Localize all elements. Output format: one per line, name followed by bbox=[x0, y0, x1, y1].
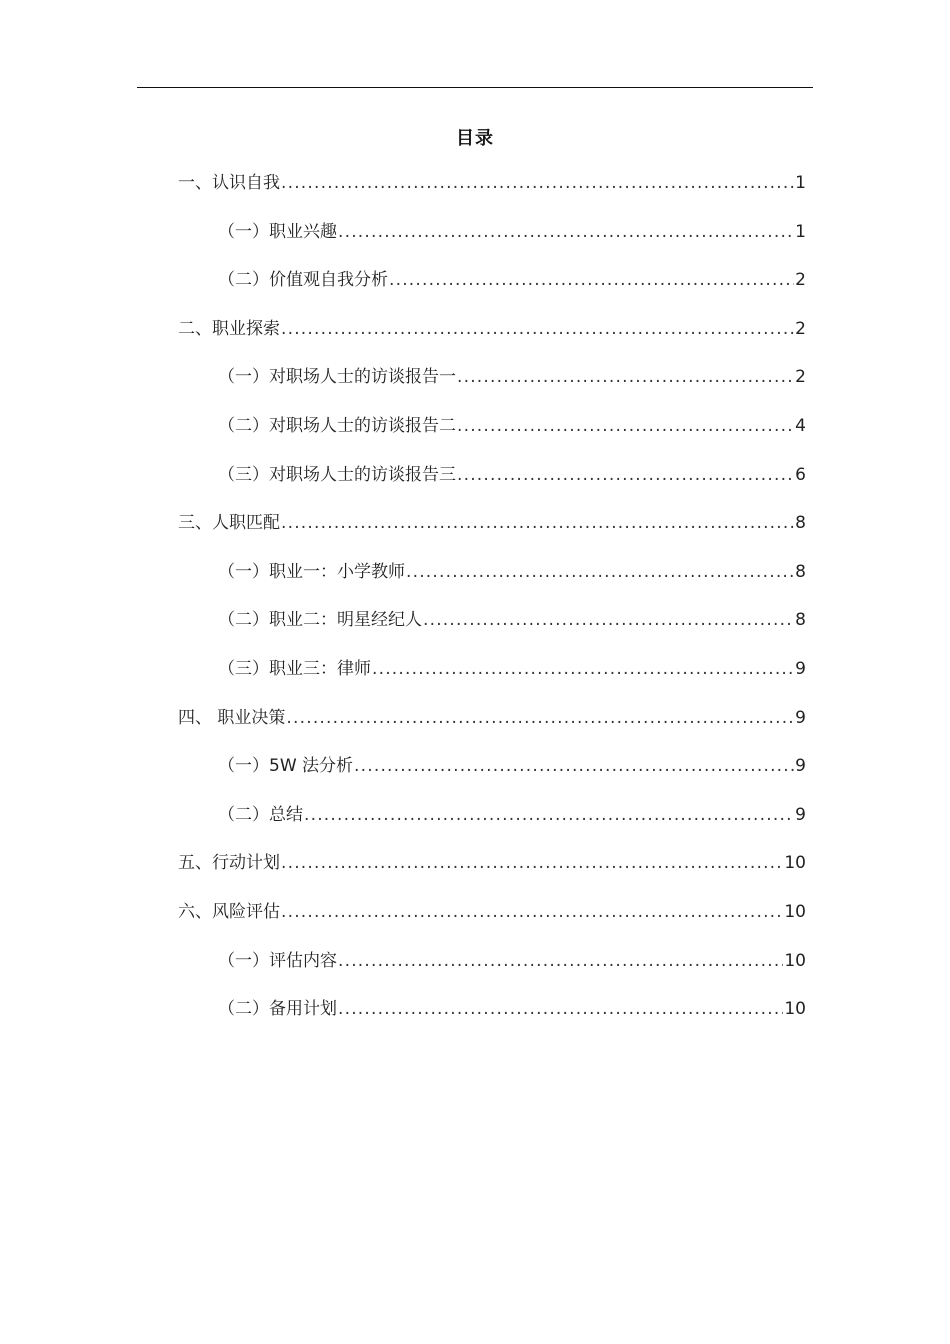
toc-dot-leader bbox=[281, 848, 783, 878]
toc-entry[interactable] bbox=[178, 460, 806, 509]
toc-dot-leader bbox=[406, 557, 794, 587]
toc-entry[interactable] bbox=[178, 557, 806, 606]
toc-dot-leader bbox=[457, 362, 794, 392]
toc-page-number: 4 bbox=[795, 415, 806, 436]
toc-entry-label: 二、职业探索 bbox=[178, 318, 280, 339]
toc-entry-label: （二）价值观自我分析 bbox=[218, 270, 388, 291]
toc-page-number: 10 bbox=[784, 950, 806, 971]
toc-entry-label: （一）5W 法分析 bbox=[218, 756, 354, 777]
toc-dot-leader bbox=[372, 654, 794, 684]
toc-page-number: 8 bbox=[795, 513, 806, 534]
toc-entry-label: （二）职业二：明星经纪人 bbox=[218, 610, 422, 631]
toc-dot-leader bbox=[304, 800, 794, 830]
toc-entry-label: （三）对职场人士的访谈报告三 bbox=[218, 464, 456, 485]
toc-dot-leader bbox=[281, 314, 794, 344]
toc-page-number: 10 bbox=[784, 901, 806, 922]
toc-entry[interactable] bbox=[178, 994, 806, 1043]
toc-entry[interactable] bbox=[178, 800, 806, 849]
toc-page-number: 1 bbox=[795, 173, 806, 193]
toc-page-number: 10 bbox=[784, 853, 806, 874]
toc-title: 目录 bbox=[456, 128, 494, 149]
toc-entry-label: （二）对职场人士的访谈报告二 bbox=[218, 415, 456, 436]
toc-page-number: 9 bbox=[795, 658, 806, 679]
toc-entry[interactable] bbox=[178, 508, 806, 557]
toc-dot-leader bbox=[281, 508, 794, 538]
toc-dot-leader bbox=[338, 946, 783, 976]
toc-page-number: 9 bbox=[795, 707, 806, 728]
toc-entry[interactable] bbox=[178, 314, 806, 363]
toc-page-number: 2 bbox=[795, 318, 806, 339]
toc-entry-label: 五、行动计划 bbox=[178, 853, 280, 874]
header-rule bbox=[137, 87, 813, 88]
toc-page-number: 1 bbox=[795, 221, 806, 242]
toc-entry-label: （一）职业兴趣 bbox=[218, 221, 337, 242]
toc-entry-label: 三、人职匹配 bbox=[178, 513, 280, 534]
toc-page-number: 9 bbox=[795, 804, 806, 825]
toc-dot-leader bbox=[338, 994, 783, 1024]
toc-entry[interactable] bbox=[178, 751, 806, 800]
toc-entry-label: 六、风险评估 bbox=[178, 901, 280, 922]
toc-dot-leader bbox=[281, 897, 783, 927]
toc-page-number: 8 bbox=[795, 561, 806, 582]
toc-dot-leader bbox=[281, 168, 794, 198]
toc-page-number: 9 bbox=[795, 756, 806, 777]
toc-entry[interactable] bbox=[178, 946, 806, 995]
toc-entry-label: （一）对职场人士的访谈报告一 bbox=[218, 367, 456, 388]
toc-page-number: 6 bbox=[795, 464, 806, 485]
toc-entry-label: （一）职业一：小学教师 bbox=[218, 561, 405, 582]
toc-dot-leader bbox=[286, 703, 794, 733]
toc-entry[interactable] bbox=[178, 848, 806, 897]
table-of-contents bbox=[178, 168, 806, 1043]
toc-page-number: 10 bbox=[784, 999, 806, 1020]
toc-page-number: 8 bbox=[795, 610, 806, 631]
toc-entry-label: （一）评估内容 bbox=[218, 950, 337, 971]
toc-entry[interactable] bbox=[178, 168, 806, 217]
toc-page-number: 2 bbox=[795, 270, 806, 291]
toc-entry[interactable] bbox=[178, 654, 806, 703]
toc-dot-leader bbox=[338, 217, 794, 247]
toc-dot-leader bbox=[457, 460, 794, 490]
toc-entry[interactable] bbox=[178, 703, 806, 752]
toc-dot-leader bbox=[389, 265, 794, 295]
toc-entry[interactable] bbox=[178, 897, 806, 946]
toc-entry[interactable] bbox=[178, 265, 806, 314]
toc-entry-label: （二）总结 bbox=[218, 804, 303, 825]
toc-entry-label: （二）备用计划 bbox=[218, 999, 337, 1020]
toc-entry-label: 一、认识自我 bbox=[178, 173, 280, 193]
toc-entry[interactable] bbox=[178, 217, 806, 266]
toc-entry-label: 四、 职业决策 bbox=[178, 707, 286, 728]
toc-dot-leader bbox=[457, 411, 794, 441]
toc-entry[interactable] bbox=[178, 605, 806, 654]
toc-page-number: 2 bbox=[795, 367, 806, 388]
toc-entry-label: （三）职业三：律师 bbox=[218, 658, 371, 679]
toc-dot-leader bbox=[354, 751, 794, 781]
toc-entry[interactable] bbox=[178, 362, 806, 411]
toc-dot-leader bbox=[423, 605, 794, 635]
toc-entry[interactable] bbox=[178, 411, 806, 460]
